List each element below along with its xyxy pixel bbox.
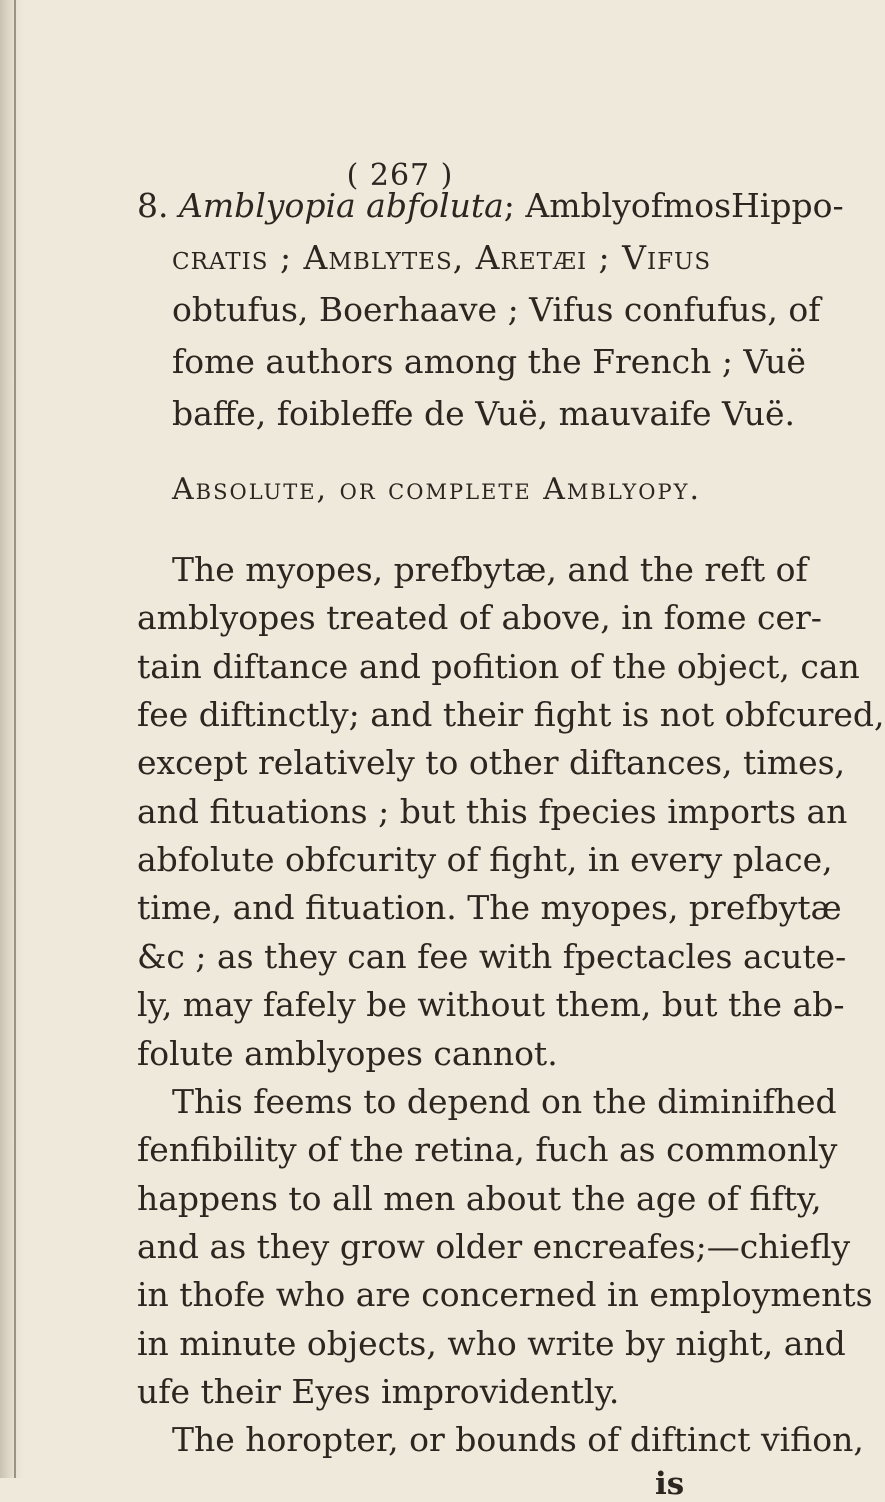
body-line: The myopes, prefbytæ, and the reft of xyxy=(172,550,808,589)
paragraph1-line1 xyxy=(137,186,844,226)
body-line: &c ; as they can fee with fpectacles acute- xyxy=(137,937,847,976)
body-line: This feems to depend on the diminifhed xyxy=(172,1082,837,1121)
entry-line1-rest: ; AmblyofmosHippo- xyxy=(503,186,844,225)
body-line: abfolute obfcurity of fight, in every place, xyxy=(137,840,833,879)
body-line: amblyopes treated of above, in fome cer- xyxy=(137,598,822,637)
body-line: time, and fituation. The myopes, prefbytæ xyxy=(137,888,842,927)
body-line: except relatively to other diftances, times, xyxy=(137,743,846,782)
section-number: 8. xyxy=(137,186,169,225)
body-line: and as they grow older encreafes;—chiefly xyxy=(137,1227,851,1266)
paragraph1-line2: cratis ; Amblytes, Aretæi ; Vifus xyxy=(172,238,712,277)
body-line: ly, may fafely be without them, but the ab- xyxy=(137,985,845,1024)
body-line: folute amblyopes cannot. xyxy=(137,1034,558,1073)
body-line: The horopter, or bounds of diftinct vifion, xyxy=(172,1420,864,1459)
body-line: fenfibility of the retina, fuch as commonly xyxy=(137,1130,838,1169)
paragraph1-line4: fome authors among the French ; Vuë xyxy=(172,342,806,381)
page-number: ( 267 ) xyxy=(346,158,454,193)
body-line: fee diftinctly; and their fight is not obfcured, xyxy=(137,695,885,734)
body-line: ufe their Eyes improvidently. xyxy=(137,1372,620,1411)
body-line: tain diftance and pofition of the object, can xyxy=(137,647,860,686)
entry-title: Amblyopia abfoluta xyxy=(179,186,504,225)
paragraph1-line5: baffe, foibleffe de Vuë, mauvaife Vuë. xyxy=(172,394,796,433)
section-heading: Absolute, or complete Amblyopy. xyxy=(172,472,702,507)
body-line: in minute objects, who write by night, and xyxy=(137,1324,846,1363)
paragraph1-line3: obtufus, Boerhaave ; Vifus confufus, of xyxy=(172,290,821,329)
body-line: and fituations ; but this fpecies imports an xyxy=(137,792,848,831)
body-line: in thofe who are concerned in employments xyxy=(137,1275,873,1314)
body-line: happens to all men about the age of fifty, xyxy=(137,1179,822,1218)
catchword: is xyxy=(655,1466,685,1502)
